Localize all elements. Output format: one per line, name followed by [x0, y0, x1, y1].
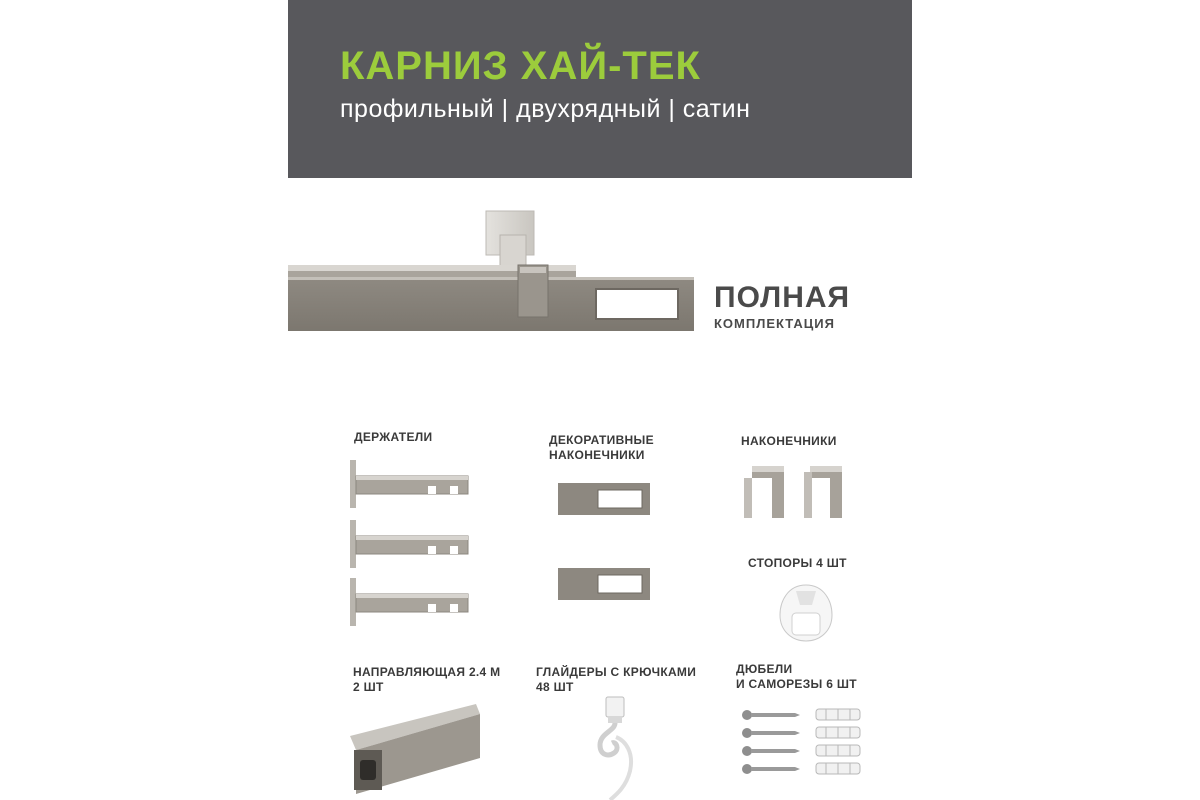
full-set-subtitle: КОМПЛЕКТАЦИЯ	[714, 316, 835, 331]
decorative-caps-label: ДЕКОРАТИВНЫЕ НАКОНЕЧНИКИ	[549, 433, 654, 462]
decorative-caps-image	[558, 483, 653, 603]
dowel-2	[816, 727, 860, 738]
cornice-product-image	[288, 205, 698, 335]
rail-image	[350, 700, 485, 800]
gliders-label: ГЛАЙДЕРЫ С КРЮЧКАМИ 48 ШТ	[536, 665, 697, 694]
dowels-label: ДЮБЕЛИ И САМОРЕЗЫ 6 ШТ	[736, 662, 857, 691]
rail-label: НАПРАВЛЯЮЩАЯ 2.4 М 2 ШТ	[353, 665, 501, 694]
stoppers-label: СТОПОРЫ 4 ШТ	[748, 556, 847, 570]
dowel-1	[816, 709, 860, 720]
holder-3	[350, 578, 468, 626]
glider-image	[586, 697, 646, 800]
holders-label: ДЕРЖАТЕЛИ	[354, 430, 433, 444]
screw-1	[742, 710, 800, 720]
screw-4	[742, 764, 800, 774]
end-caps-label: НАКОНЕЧНИКИ	[741, 434, 837, 448]
full-set-title: ПОЛНАЯ	[714, 281, 851, 314]
screw-3	[742, 746, 800, 756]
dowel-3	[816, 745, 860, 756]
dowels-screws-image	[742, 708, 864, 780]
screw-2	[742, 728, 800, 738]
holders-image	[350, 460, 470, 630]
page-title: КАРНИЗ ХАЙ-ТЕК	[340, 44, 701, 88]
end-caps-image	[742, 462, 852, 524]
holder-2	[350, 520, 468, 568]
dowel-4	[816, 763, 860, 774]
header-banner	[288, 0, 912, 178]
holder-1	[350, 460, 468, 508]
stopper-image	[776, 583, 836, 643]
full-set-badge	[714, 282, 850, 331]
page-subtitle: профильный | двухрядный | сатин	[340, 95, 751, 123]
